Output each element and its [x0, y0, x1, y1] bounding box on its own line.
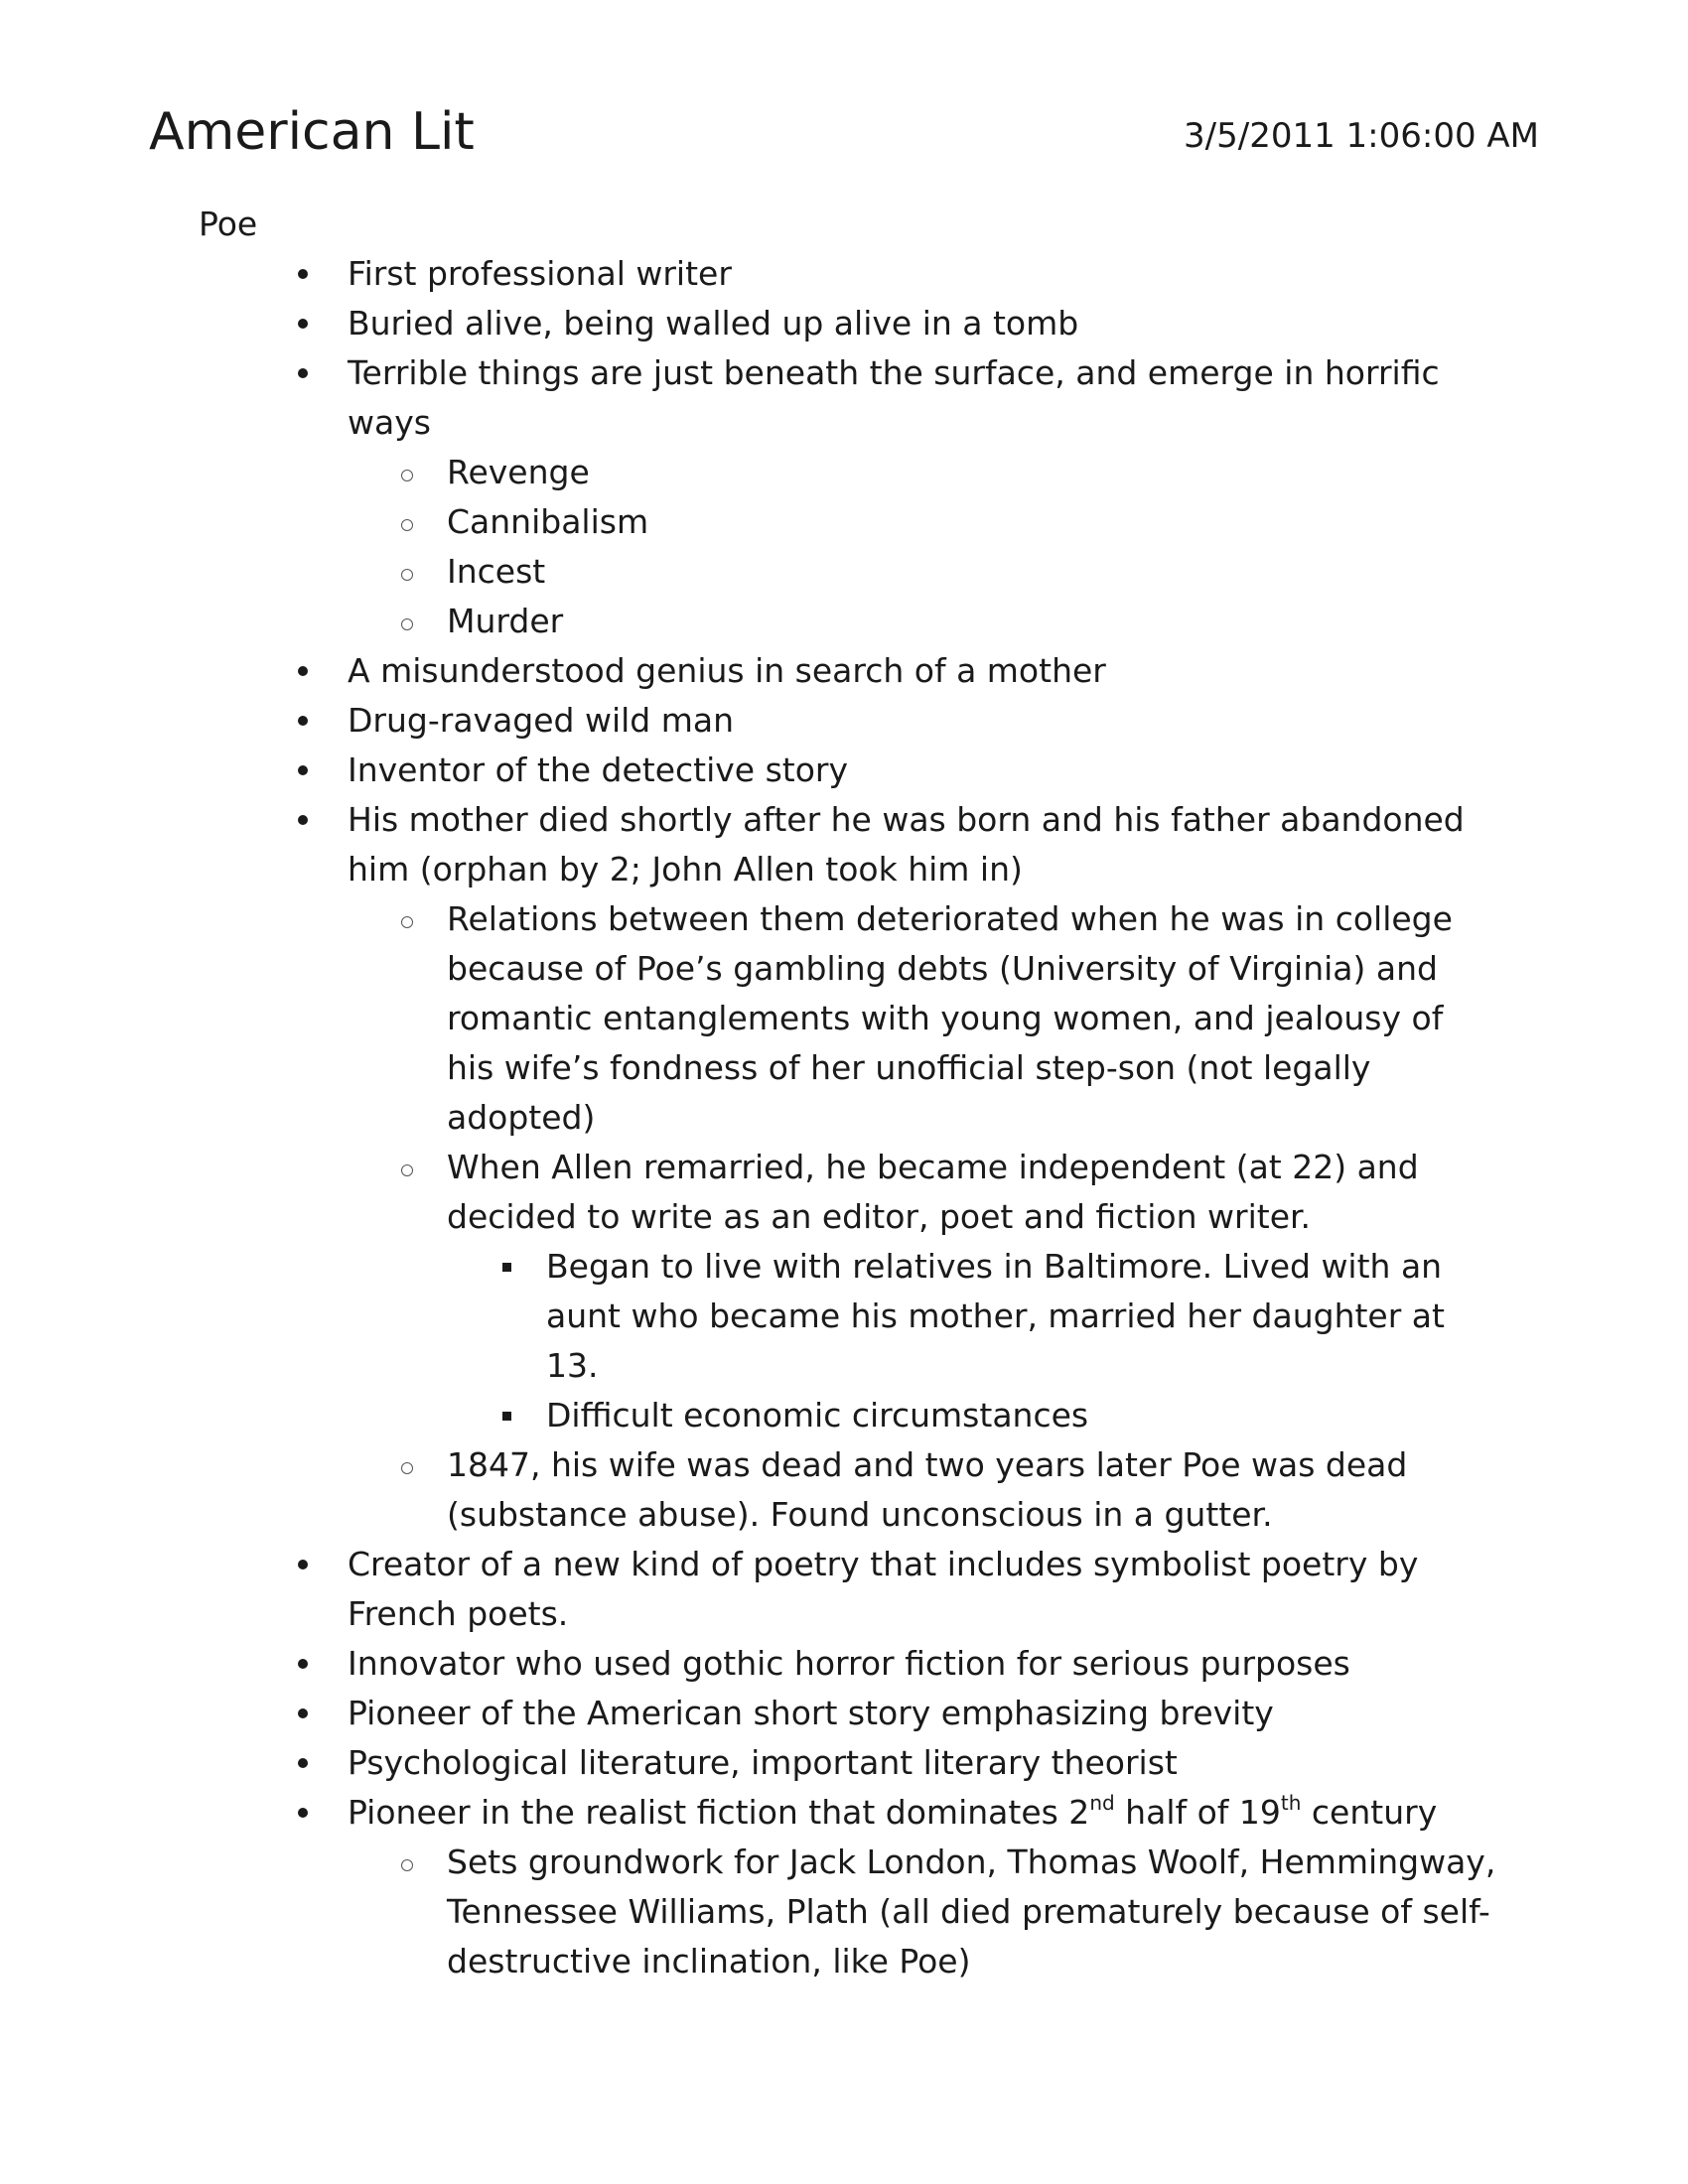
main-bullet-list: [0, 249, 1688, 1986]
list-item-text: Buried alive, being walled up alive in a tomb: [348, 304, 1079, 342]
list-item-text: First professional writer: [348, 254, 732, 293]
list-item: [0, 1639, 1688, 1689]
sub-bullet-list: [0, 1838, 1688, 1986]
list-item: [0, 1540, 1688, 1639]
text-run: century: [1301, 1793, 1438, 1832]
sub-bullet-list: [0, 448, 1688, 646]
list-item-text: Innovator who used gothic horror fiction for serious purposes: [348, 1644, 1350, 1683]
sub-list-item: [0, 448, 1688, 497]
bullet-dot-icon: [288, 1639, 318, 1689]
sub-list-item-text: Incest: [447, 552, 546, 591]
list-item-text: Drug-ravaged wild man: [348, 701, 735, 740]
sub-list-item-text: Cannibalism: [447, 502, 649, 541]
bullet-circle-icon: [392, 1440, 422, 1490]
superscript: nd: [1089, 1791, 1115, 1815]
list-item-text: Creator of a new kind of poetry that includes symbolist poetry by French poets.: [348, 1545, 1419, 1633]
sub-sub-list-item: [0, 1242, 1688, 1391]
document-title: American Lit: [149, 102, 475, 162]
notes-body: [0, 200, 1688, 1986]
bullet-circle-icon: [392, 448, 422, 497]
bullet-square-icon: [492, 1391, 521, 1440]
list-item-text: [0, 1788, 1688, 1838]
sub-list-item: [0, 1143, 1688, 1440]
sub-list-item: [0, 1440, 1688, 1540]
list-item-text: A misunderstood genius in search of a mother: [348, 651, 1106, 690]
sub-list-item: [0, 894, 1688, 1143]
section-title: Poe: [199, 205, 258, 243]
sub-list-item-text: When Allen remarried, he became independent (at 22) and decided to write as an editor, poet and fiction writer.: [447, 1148, 1419, 1236]
bullet-dot-icon: [288, 1540, 318, 1589]
sub-list-item-text: Relations between them deteriorated when he was in college because of Poe’s gambling debts (University of Virginia) and romantic entanglements with young women, and jealousy of his wife’s fondness of her unofficial step-son (not legally adopted): [447, 899, 1453, 1137]
bullet-dot-icon: [288, 249, 318, 299]
list-item: [0, 1788, 1688, 1986]
list-item-text: Terrible things are just beneath the surface, and emerge in horrific ways: [348, 353, 1440, 442]
text-run: Pioneer in the realist fiction that dominates 2: [348, 1793, 1090, 1832]
sub-list-item-text: Revenge: [447, 453, 590, 491]
bullet-circle-icon: [392, 1838, 422, 1887]
list-item: [0, 1689, 1688, 1738]
sub-list-item: [0, 597, 1688, 646]
sub-list-item: [0, 1838, 1688, 1986]
list-item: [0, 249, 1688, 299]
list-item: [0, 646, 1688, 696]
sub-sub-list-item: [0, 1391, 1688, 1440]
list-item-text: Pioneer of the American short story emphasizing brevity: [348, 1694, 1274, 1732]
sub-list-item-text: Sets groundwork for Jack London, Thomas Woolf, Hemmingway, Tennessee Williams, Plath (all died prematurely because of self-destructive inclination, like Poe): [447, 1843, 1496, 1980]
sub-list-item: [0, 497, 1688, 547]
sub-list-item-text: 1847, his wife was dead and two years later Poe was dead (substance abuse). Found unconscious in a gutter.: [447, 1445, 1408, 1534]
superscript: th: [1280, 1791, 1302, 1815]
list-item: [0, 348, 1688, 646]
sub-sub-list-item-text: Began to live with relatives in Baltimore. Lived with an aunt who became his mother, married her daughter at 13.: [546, 1247, 1445, 1385]
bullet-dot-icon: [288, 746, 318, 795]
bullet-dot-icon: [288, 1738, 318, 1788]
document-datetime: 3/5/2011 1:06:00 AM: [1184, 116, 1539, 156]
bullet-dot-icon: [288, 646, 318, 696]
list-item: [0, 746, 1688, 795]
sub-sub-bullet-list: [0, 1242, 1688, 1440]
bullet-dot-icon: [288, 299, 318, 348]
sub-list-item-text: Murder: [447, 602, 564, 640]
bullet-square-icon: [492, 1242, 521, 1292]
bullet-dot-icon: [288, 1788, 318, 1838]
list-item: [0, 696, 1688, 746]
list-item-text: His mother died shortly after he was born and his father abandoned him (orphan by 2; John Allen took him in): [348, 800, 1465, 888]
bullet-circle-icon: [392, 1143, 422, 1192]
list-item: [0, 299, 1688, 348]
list-item: [0, 1738, 1688, 1788]
bullet-dot-icon: [288, 795, 318, 845]
bullet-circle-icon: [392, 547, 422, 597]
sub-sub-list-item-text: Difficult economic circumstances: [546, 1396, 1089, 1434]
bullet-dot-icon: [288, 696, 318, 746]
bullet-dot-icon: [288, 348, 318, 398]
bullet-circle-icon: [392, 497, 422, 547]
text-run: half of 19: [1114, 1793, 1281, 1832]
list-item-text: Inventor of the detective story: [348, 751, 849, 789]
bullet-circle-icon: [392, 597, 422, 646]
sub-bullet-list: [0, 894, 1688, 1540]
list-item-text: Psychological literature, important literary theorist: [348, 1743, 1178, 1782]
sub-list-item: [0, 547, 1688, 597]
bullet-circle-icon: [392, 894, 422, 944]
list-item: [0, 795, 1688, 1540]
bullet-dot-icon: [288, 1689, 318, 1738]
